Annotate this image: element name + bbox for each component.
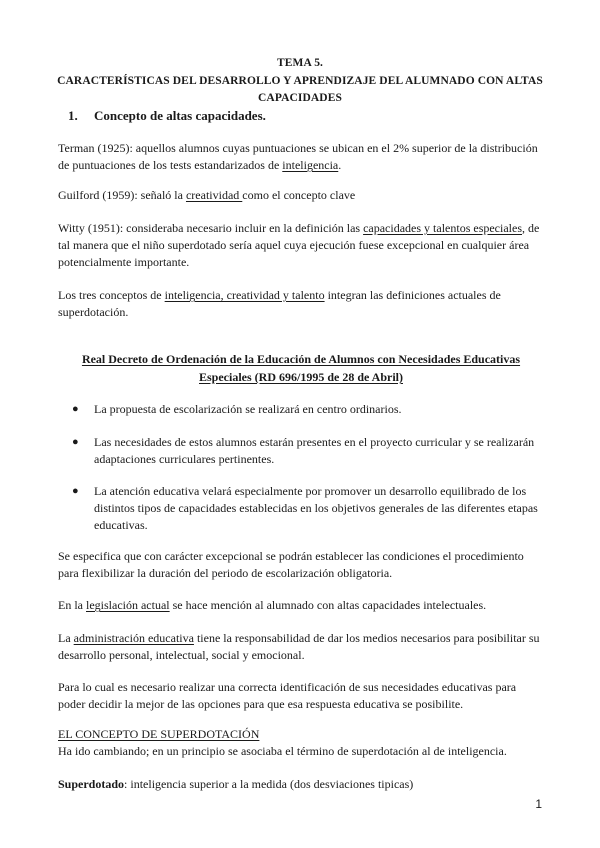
real-decreto-title [58,350,544,386]
witty-underlined: capacidades y talentos especiales [363,221,523,235]
legis-text: En la [58,598,86,612]
terman-end: . [338,158,342,172]
paragraph-witty [58,220,544,271]
paragraph-concepto: Ha ido cambiando; en un principio se asociaba el término de superdotación al de inteligencia. [58,744,507,758]
paragraph-administracion [58,630,544,664]
real-decreto-title-text: Real Decreto de Ordenación de la Educación de Alumnos con Necesidades Educativas Especiales (RD 696/1995 de 28 de Abril) [81,352,521,384]
section-1-title: Concepto de altas capacidades. [94,108,266,123]
tres-underlined: inteligencia, creatividad y talento [164,288,325,302]
paragraph-para-lo-cual: Para lo cual es necesario realizar una correcta identificación de sus necesidades educativas para poder decidir la mejor de las opciones para que esa respuesta educativa se posibilite. [58,680,517,711]
bullet-text-3: La atención educativa velará especialmente por promover un desarrollo equilibrado de los distintos tipos de capacidades establecidas en los objetivos generales de las diferentes etapas educativas. [94,484,538,532]
admin-underlined: administración educativa [73,631,194,645]
legis-underlined: legislación actual [86,598,170,612]
terman-underlined: inteligencia [282,158,339,172]
witty-text: Witty (1951): consideraba necesario incluir en la definición las [58,221,364,235]
guilford-underlined: creatividad [185,188,243,202]
terman-text: Terman (1925): aquellos alumnos cuyas puntuaciones se ubican en el 2% superior de la distribución de puntuaciones de los tests estandarizados de [58,141,538,172]
guilford-text: Guilford (1959): señaló la [58,188,186,202]
paragraph-legislacion [58,597,544,614]
superdotado-label: Superdotado [58,777,125,791]
section-1-number: 1. [68,108,78,123]
tres-text: Los tres conceptos de [58,288,165,302]
bullet-item-3 [72,483,544,534]
concepto-heading-text: EL CONCEPTO DE SUPERDOTACIÓN [58,727,260,741]
bullet-dot-icon: ● [72,436,79,448]
paragraph-tres-conceptos [58,287,544,321]
guilford-end: como el concepto clave [242,188,356,202]
tres-end: integran las definiciones actuales de superdotación. [58,288,501,319]
title-line-2: CAPACIDADES [258,92,342,104]
legis-end: se hace mención al alumnado con altas capacidades intelectuales. [169,598,487,612]
topic-heading: TEMA 5. [276,57,324,69]
paragraph-terman [58,140,544,174]
paragraph-guilford [58,187,544,204]
paragraph-excepcional: Se especifica que con carácter excepcional se podrán establecer las condiciones el procedimiento para flexibilizar la duración del periodo de escolarización obligatoria. [58,549,524,580]
concepto-superdotacion-heading [58,726,544,743]
bullet-text-1: La propuesta de escolarización se realizará en centro ordinarios. [94,402,402,416]
title-line-1: CARACTERÍSTICAS DEL DESARROLLO Y APRENDIZAJE DEL ALUMNADO CON ALTAS [57,75,543,87]
bullet-dot-icon: ● [72,403,79,415]
bullet-item-2 [72,434,544,468]
bullet-item-1 [72,401,544,418]
bullet-dot-icon: ● [72,485,79,497]
paragraph-superdotado [58,776,544,793]
admin-end: tiene la responsabilidad de dar los medios necesarios para posibilitar su desarrollo personal, intelectual, social y emocional. [58,631,540,662]
section-1-heading [68,108,266,124]
witty-end: , de tal manera que el niño superdotado sería aquel cuya ejecución fuese excepcional en cualquier área potencialmente importante. [58,221,540,269]
admin-text: La [58,631,74,645]
page-number: 1 [535,797,542,811]
bullet-text-2: Las necesidades de estos alumnos estarán presentes en el proyecto curricular y se realizarán adaptaciones curriculares pertinentes. [94,435,535,466]
superdotado-text: : inteligencia superior a la medida (dos desviaciones tipicas) [124,777,414,791]
